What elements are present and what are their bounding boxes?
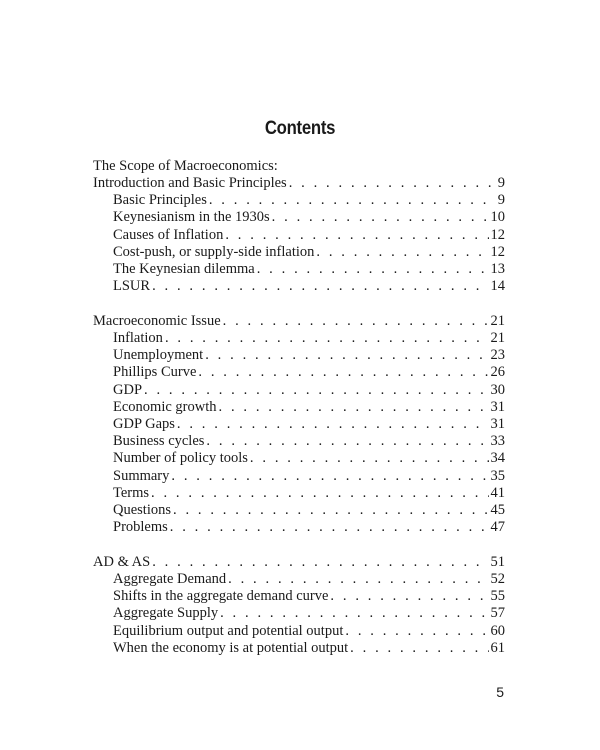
toc-entry-page: 35 xyxy=(490,467,505,484)
toc-entry-title: The Keynesian dilemma xyxy=(113,260,255,277)
toc-entry-page: 23 xyxy=(490,347,505,364)
toc-entry-title: GDP Gaps xyxy=(113,415,175,432)
toc-entry xyxy=(93,605,505,622)
page-number: 5 xyxy=(496,684,504,700)
toc-entry-page: 21 xyxy=(490,312,505,329)
toc-entry xyxy=(93,313,505,330)
toc-entry xyxy=(93,554,505,571)
toc-entry xyxy=(93,623,505,640)
toc-entry xyxy=(93,416,505,433)
dot-leader xyxy=(289,175,493,192)
toc-section xyxy=(93,554,505,657)
toc-entry-title: Economic growth xyxy=(113,398,217,415)
toc-entry-page: 47 xyxy=(490,519,505,536)
toc-entry xyxy=(93,433,505,450)
dot-leader xyxy=(198,364,488,381)
toc-entry-title: Aggregate Supply xyxy=(113,605,219,622)
toc-entry-title: Macroeconomic Issue xyxy=(93,312,221,329)
toc-entry-page: 14 xyxy=(490,278,505,295)
toc-entry-page: 60 xyxy=(490,622,505,639)
toc-entry xyxy=(93,175,505,192)
dot-leader xyxy=(350,640,488,657)
toc-entry-title: Terms xyxy=(113,484,150,501)
toc-entry xyxy=(93,227,505,244)
toc-entry-page: 51 xyxy=(490,553,505,570)
toc-entry-page: 12 xyxy=(490,226,505,243)
dot-leader xyxy=(219,399,489,416)
toc-entry-page: 55 xyxy=(490,588,505,605)
toc-entry-page: 31 xyxy=(490,398,505,415)
toc-entry xyxy=(93,450,505,467)
dot-leader xyxy=(257,261,489,278)
toc-entry-title: Basic Principles xyxy=(113,192,207,209)
toc-section xyxy=(93,158,505,295)
dot-leader xyxy=(223,313,489,330)
toc-entry-title: GDP xyxy=(113,381,143,398)
toc-entry xyxy=(93,330,505,347)
toc-entry-page: 9 xyxy=(497,192,505,209)
toc-entry-title: Cost-push, or supply-side inflation xyxy=(113,243,315,260)
toc-entry xyxy=(93,571,505,588)
toc-entry-title: Introduction and Basic Principles xyxy=(93,175,287,191)
dot-leader xyxy=(330,588,488,605)
toc-entry xyxy=(93,502,505,519)
table-of-contents xyxy=(93,158,505,657)
dot-leader xyxy=(225,227,488,244)
toc-entry-page: 34 xyxy=(490,450,505,467)
dot-leader xyxy=(316,244,488,261)
toc-entry-page: 33 xyxy=(490,433,505,450)
toc-entry xyxy=(93,399,505,416)
toc-entry xyxy=(93,588,505,605)
toc-entry xyxy=(93,519,505,536)
dot-leader xyxy=(220,605,488,622)
toc-entry-title: Equilibrium output and potential output xyxy=(113,622,344,639)
toc-entry-page: 12 xyxy=(490,243,505,260)
toc-entry xyxy=(93,382,505,399)
dot-leader xyxy=(177,416,489,433)
toc-entry-title: Problems xyxy=(113,519,168,536)
dot-leader xyxy=(152,554,488,571)
toc-section xyxy=(93,313,505,536)
dot-leader xyxy=(170,519,489,536)
toc-entry-title: Inflation xyxy=(113,330,163,346)
toc-entry-title: LSUR xyxy=(113,278,151,295)
toc-entry-title: AD & AS xyxy=(93,553,151,570)
dot-leader xyxy=(171,468,488,485)
toc-entry-title: When the economy is at potential output xyxy=(113,639,349,656)
page-title: Contents xyxy=(264,118,336,139)
dot-leader xyxy=(206,433,488,450)
dot-leader xyxy=(209,192,493,209)
toc-entry-page: 31 xyxy=(490,415,505,432)
toc-entry xyxy=(93,468,505,485)
toc-entry-title: Keynesianism in the 1930s xyxy=(113,209,270,226)
toc-entry xyxy=(93,364,505,381)
toc-entry-page: 26 xyxy=(490,364,505,381)
toc-entry xyxy=(93,244,505,261)
toc-entry-title: Aggregate Demand xyxy=(113,570,227,587)
toc-entry-title: Phillips Curve xyxy=(113,364,197,381)
dot-leader xyxy=(250,450,489,467)
toc-entry-title: Number of policy tools xyxy=(113,450,248,467)
toc-entry-page: 52 xyxy=(490,570,505,587)
toc-entry-page: 61 xyxy=(490,639,505,656)
dot-leader xyxy=(144,382,488,399)
dot-leader xyxy=(173,502,489,519)
dot-leader xyxy=(165,330,489,347)
toc-entry-page: 10 xyxy=(490,209,505,226)
dot-leader xyxy=(151,485,488,502)
toc-entry xyxy=(93,192,505,209)
toc-entry xyxy=(93,278,505,295)
toc-entry-title: Unemployment xyxy=(113,347,204,364)
dot-leader xyxy=(152,278,488,295)
toc-entry xyxy=(93,209,505,226)
toc-entry-page: 41 xyxy=(490,484,505,501)
dot-leader xyxy=(345,623,488,640)
toc-entry-page: 13 xyxy=(490,260,505,277)
toc-entry-page: 30 xyxy=(490,381,505,398)
toc-entry-title: Business cycles xyxy=(113,433,205,450)
toc-entry-title: Shifts in the aggregate demand curve xyxy=(113,588,329,605)
toc-entry-title: Summary xyxy=(113,467,170,484)
toc-entry-title: Questions xyxy=(113,501,171,518)
toc-entry xyxy=(93,485,505,502)
toc-entry xyxy=(93,261,505,278)
dot-leader xyxy=(228,571,488,588)
toc-entry xyxy=(93,640,505,657)
section-heading: The Scope of Macroeconomics: xyxy=(93,158,278,174)
toc-entry-page: 9 xyxy=(497,175,505,191)
toc-entry xyxy=(93,347,505,364)
toc-entry-page: 57 xyxy=(490,605,505,622)
toc-entry-page: 21 xyxy=(490,330,505,346)
dot-leader xyxy=(272,209,489,226)
toc-entry-page: 45 xyxy=(490,501,505,518)
dot-leader xyxy=(205,347,488,364)
toc-entry-title: Causes of Inflation xyxy=(113,226,224,243)
